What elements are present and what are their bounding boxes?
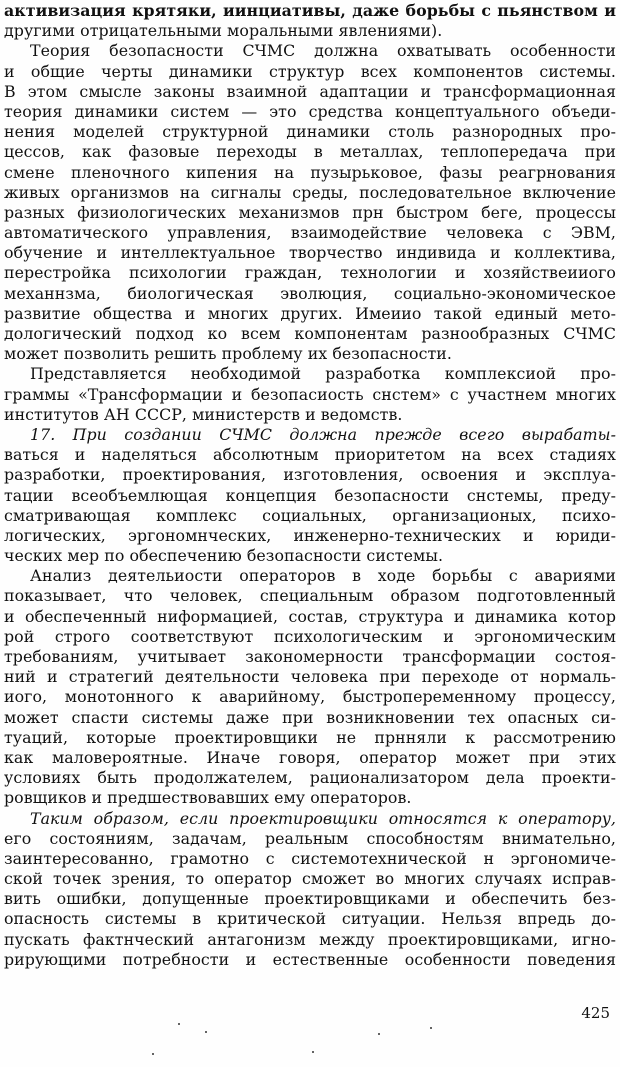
text-line: сматривающая комплекс социальных, организационых, психо- xyxy=(4,505,616,525)
text-line: может позволить решить проблему их безопасности. xyxy=(4,344,452,364)
text-line: может спасти системы даже при возникновении тех опасных си- xyxy=(4,707,616,727)
text-line: показывает, что человек, специальным образом подготовленный xyxy=(4,586,616,606)
text-line: заинтересованно, грамотно с системотехнической н эргономиче- xyxy=(4,848,616,868)
text-line: разработки, проектирования, изготовления, освоения и эксплуа- xyxy=(4,465,616,485)
text-line: развитие общества и многих других. Имеиио такой единый мето- xyxy=(4,303,616,323)
text-line: Таким образом, если проектировщики относятся к оператору, xyxy=(30,808,616,828)
text-line: другими отрицательными моральными явлениями). xyxy=(4,21,443,41)
text-line: автоматического управления, взаимодействие человека с ЭВМ, xyxy=(4,223,616,243)
text-line: разных физиологических механизмов прн быстром беге, процессы xyxy=(4,202,616,222)
text-line: ний и стратегий деятельности человека при переходе от нормаль- xyxy=(4,667,616,687)
text-line: ровщиков и предшествовавших ему операторов. xyxy=(4,788,412,808)
text-line: ческих мер по обеспечению безопасности системы. xyxy=(4,546,444,566)
text-line: нения моделей структурной динамики столь разнородных про- xyxy=(4,122,616,142)
text-line: и общие черты динамики структур всех компонентов системы. xyxy=(4,61,616,81)
text-line: ской точек зрения, то оператор сможет во многих случаях исправ- xyxy=(4,869,616,889)
text-line: опасность системы в критической ситуации. Нельзя впредь до- xyxy=(4,909,616,929)
text-line: Представляется необходимой разработка комплексиой про- xyxy=(30,364,616,384)
text-line: туаций, которые проектировщики не прнняли к рассмотрению xyxy=(4,727,616,747)
text-line: активизация крятяки, иинциативы, даже борьбы с пьянством и xyxy=(4,1,616,20)
text-line: требованиям, учитывает закономерности трансформации состоя- xyxy=(4,647,616,666)
text-line: рирующими потребности и естественные особенности поведения xyxy=(4,949,616,969)
text-line: теория динамики систем — это средства концептуального объеди- xyxy=(4,101,616,121)
text-line: смене пленочного кипения на пузырьковое, фазы реагрнования xyxy=(4,162,616,182)
text-line: живых организмов на сигналы среды, последовательное включение xyxy=(4,182,616,202)
text-line: граммы «Трансформации и безопасиость снстем» с участнем многих xyxy=(4,384,616,404)
text-line: иого, монотонного к аварийному, быстропеременному процессу, xyxy=(4,687,616,707)
text-line: 17. При создании СЧМС должна прежде всего вырабаты- xyxy=(30,424,616,444)
text-line: ваться и наделяться абсолютным приоритетом на всех стадиях xyxy=(4,445,616,465)
text-line: механнзма, биологическая эволюция, социально-экономическое xyxy=(4,283,616,303)
scan-specks xyxy=(0,1015,620,1065)
text-line: Анализ деятельиости операторов в ходе борьбы с авариями xyxy=(30,566,616,586)
text-line: и обеспеченный ниформацией, состав, структура и динамика котор xyxy=(4,606,616,626)
text-line: логических, эргономнческих, инженерно-технических и юриди- xyxy=(4,525,616,545)
text-line: Теория безопасности СЧМС должна охватывать особенности xyxy=(30,41,616,61)
text-line: вить ошибки, допущенные проектировщиками и обеспечить без- xyxy=(4,889,616,909)
text-line: цессов, как фазовые переходы в металлах, теплопередача при xyxy=(4,142,616,162)
text-line: В этом смысле законы взаимной адаптации и трансформационная xyxy=(4,81,616,101)
text-line: рой строго соответствуют психологическим и эргономическим xyxy=(4,626,616,646)
text-line: обучение и интеллектуальное творчество индивида и коллектива, xyxy=(4,243,616,263)
text-line: тации всеобъемлющая концепция безопасности снстемы, преду- xyxy=(4,485,616,505)
text-line: пускать фактнческий антагонизм между проектировщиками, игно- xyxy=(4,929,616,949)
text-line: дологический подход ко всем компонентам разнообразных СЧМС xyxy=(4,324,616,343)
text-line: перестройка психологии граждан, технологии и хозяйствеииого xyxy=(4,263,616,283)
page-number: 425 xyxy=(581,1004,610,1022)
body-text xyxy=(4,1,616,970)
text-line: его состояниям, задачам, реальным способностям внимательно, xyxy=(4,828,616,848)
text-line: как маловероятные. Иначе говоря, оператор может при этих xyxy=(4,747,616,767)
text-line: условиях быть продолжателем, рационализатором дела проекти- xyxy=(4,768,616,788)
document-page xyxy=(4,1,616,1063)
text-line: институтов АН СССР, министерств и ведомств. xyxy=(4,404,403,424)
